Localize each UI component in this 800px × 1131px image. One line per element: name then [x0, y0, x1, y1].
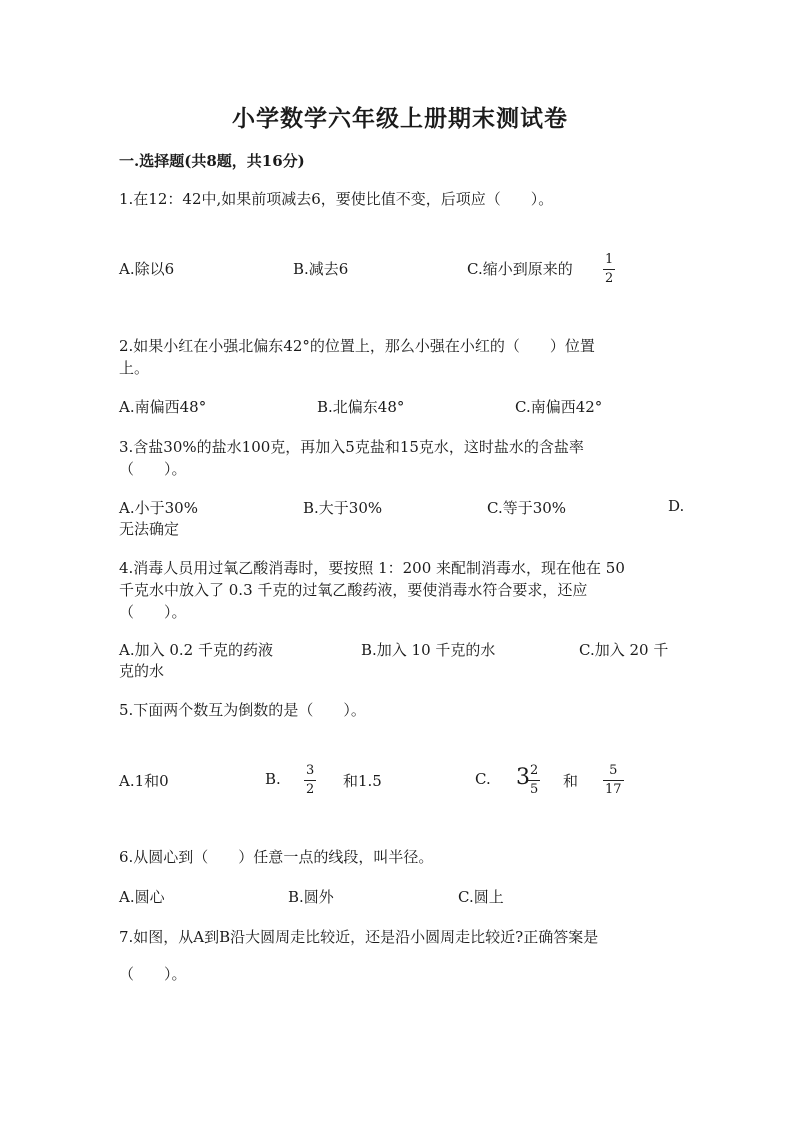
- question-2-option-c: C.南偏西42°: [515, 398, 603, 416]
- fraction-denominator: 5: [530, 782, 539, 797]
- question-1-text: 1.在12：42中,如果前项减去6，要使比值不变，后项应（ ）。: [119, 190, 554, 208]
- question-1-option-b: B.减去6: [293, 260, 349, 278]
- question-4-option-b: B.加入 10 千克的水: [361, 641, 496, 659]
- question-4-line-2: 千克水中放入了 0.3 千克的过氧乙酸药液，要使消毒水符合要求，还应: [119, 581, 588, 599]
- question-4-option-c: C.加入 20 千: [579, 641, 669, 659]
- question-2-line-1: 2.如果小红在小强北偏东42°的位置上，那么小强在小红的（ ）位置: [119, 337, 595, 355]
- question-1-option-c: C.缩小到原来的: [467, 260, 573, 278]
- question-5-option-b: B.: [265, 770, 281, 788]
- question-3-line-2: （ ）。: [119, 460, 187, 478]
- question-3-option-b: B.大于30%: [303, 499, 383, 517]
- fraction-denominator: 17: [605, 782, 622, 797]
- fraction-bar: [603, 780, 624, 781]
- question-5-option-c-fraction-2: [603, 764, 624, 797]
- fraction-bar: [304, 780, 316, 781]
- fraction-numerator: 2: [530, 763, 539, 778]
- question-1-option-a: A.除以6: [119, 260, 175, 278]
- question-4-line-1: 4.消毒人员用过氧乙酸消毒时，要按照 1：200 来配制消毒水，现在他在 50: [119, 559, 625, 577]
- question-2-option-a: A.南偏西48°: [119, 398, 207, 416]
- question-5-text: 5.下面两个数互为倒数的是（ ）。: [119, 701, 366, 719]
- question-5-option-b-fraction: [304, 764, 316, 797]
- question-4-option-a: A.加入 0.2 千克的药液: [119, 641, 273, 659]
- question-6-option-c: C.圆上: [458, 888, 504, 906]
- fraction-denominator: 2: [605, 271, 614, 286]
- page-title: 小学数学六年级上册期末测试卷: [232, 105, 568, 132]
- question-4-line-3: （ ）。: [119, 603, 187, 621]
- fraction-bar: [528, 780, 540, 781]
- question-3-option-d: D.: [668, 497, 685, 515]
- fraction-bar: [603, 269, 615, 270]
- question-5-option-c: C.: [475, 770, 491, 788]
- question-2-option-b: B.北偏东48°: [317, 398, 405, 416]
- section-heading: 一.选择题(共8题，共16分): [119, 152, 305, 170]
- question-3-line-1: 3.含盐30%的盐水100克，再加入5克盐和15克水，这时盐水的含盐率: [119, 438, 584, 456]
- question-7-line-2: （ ）。: [119, 965, 187, 983]
- question-7-line-1: 7.如图，从A到B沿大圆周走比较近，还是沿小圆周走比较近?正确答案是: [119, 928, 599, 946]
- question-5-option-b-and: 和1.5: [343, 772, 382, 790]
- question-4-option-c-continued: 克的水: [119, 662, 165, 680]
- question-5-option-c-fraction: [528, 764, 540, 797]
- question-6-option-a: A.圆心: [119, 888, 165, 906]
- question-6-option-b: B.圆外: [288, 888, 334, 906]
- fraction-numerator: 3: [306, 763, 315, 778]
- question-5-option-c-whole-number: 3: [516, 765, 530, 790]
- question-5-option-a: A.1和0: [119, 772, 169, 790]
- question-5-option-c-and: 和: [563, 772, 579, 790]
- question-3-option-c: C.等于30%: [487, 499, 567, 517]
- question-6-text: 6.从圆心到（ ）任意一点的线段，叫半径。: [119, 848, 434, 866]
- fraction-numerator: 5: [609, 763, 618, 778]
- question-3-option-a: A.小于30%: [119, 499, 198, 517]
- fraction-denominator: 2: [306, 782, 315, 797]
- fraction-numerator: 1: [605, 252, 614, 267]
- question-2-line-2: 上。: [119, 359, 150, 377]
- question-1-option-c-fraction: [603, 253, 615, 286]
- question-3-option-d-continued: 无法确定: [119, 520, 180, 538]
